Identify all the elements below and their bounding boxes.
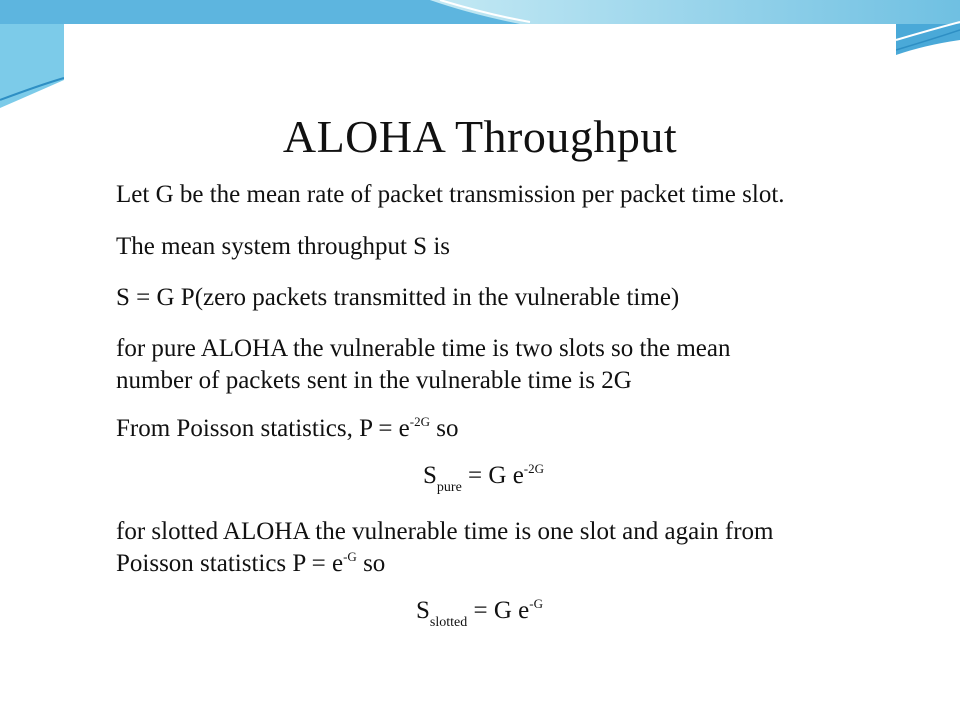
eq-slotted-rhs: = G e bbox=[467, 597, 530, 624]
eq-slotted-subscript: slotted bbox=[429, 615, 468, 630]
eq-slotted-exponent: -G bbox=[529, 596, 543, 611]
poisson-slotted-suffix: so bbox=[356, 550, 386, 577]
eq-pure-rhs: = G e bbox=[461, 462, 524, 489]
text-line-throughput: The mean system throughput S is bbox=[116, 233, 450, 260]
text-line-pure-aloha-1: for pure ALOHA the vulnerable time is two slots so the mean bbox=[116, 335, 731, 362]
eq-pure-s: S bbox=[423, 462, 437, 489]
text-line-definition: Let G be the mean rate of packet transmission per packet time slot. bbox=[116, 181, 785, 208]
poisson-slotted-text: Poisson statistics P = e bbox=[116, 550, 344, 577]
text-line-formula: S = G P(zero packets transmitted in the vulnerable time) bbox=[116, 284, 680, 311]
equation-s-pure bbox=[423, 461, 545, 495]
slide-title: ALOHA Throughput bbox=[282, 111, 678, 162]
eq-slotted-s: S bbox=[416, 597, 430, 624]
text-line-poisson-pure bbox=[116, 412, 458, 445]
equation-s-slotted bbox=[416, 596, 543, 630]
text-line-pure-aloha-2: number of packets sent in the vulnerable time is 2G bbox=[116, 367, 632, 394]
text-line-slotted-aloha-2 bbox=[116, 547, 385, 580]
poisson-pure-exponent: -2G bbox=[409, 414, 430, 429]
poisson-slotted-exponent: -G bbox=[343, 549, 357, 564]
poisson-pure-suffix: so bbox=[429, 415, 459, 442]
eq-pure-exponent: -2G bbox=[523, 461, 545, 476]
poisson-pure-text: From Poisson statistics, P = e bbox=[116, 415, 410, 442]
text-line-slotted-aloha-1: for slotted ALOHA the vulnerable time is one slot and again from bbox=[116, 518, 774, 545]
eq-pure-subscript: pure bbox=[436, 480, 462, 495]
